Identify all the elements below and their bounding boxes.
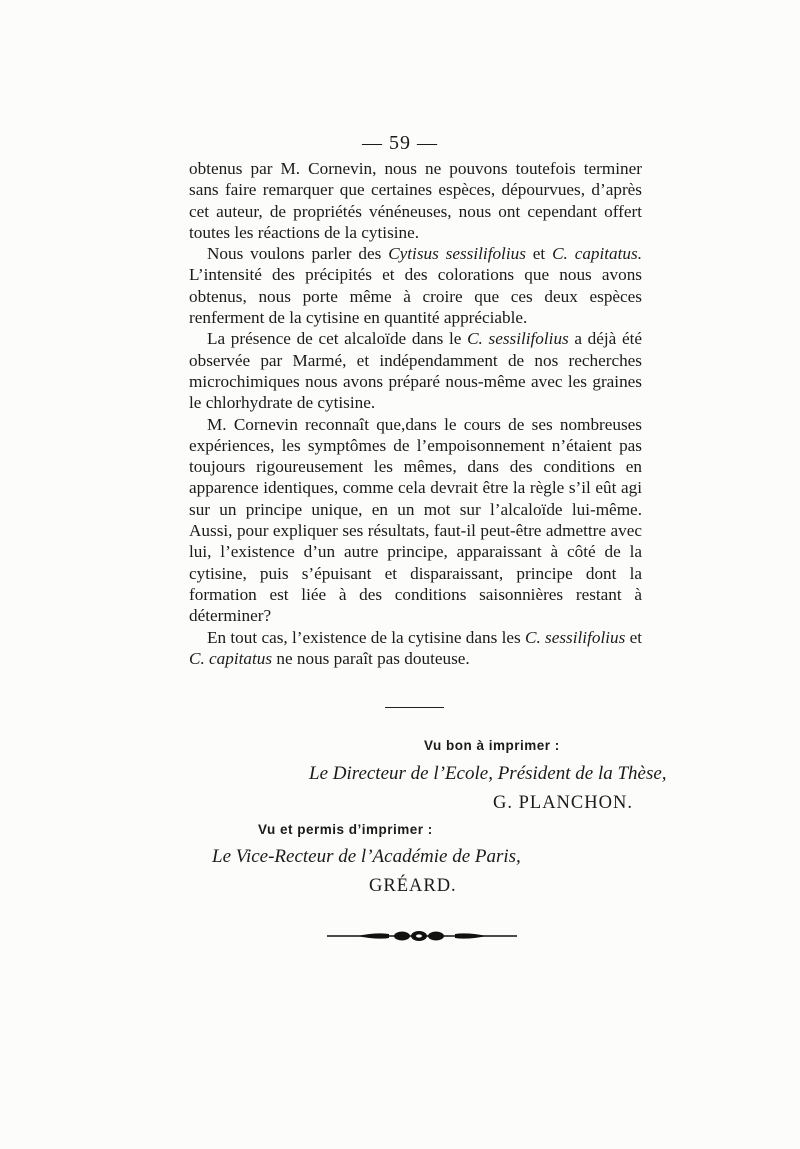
paragraph bbox=[189, 158, 642, 243]
text-segment: obtenus par M. Cornevin, nous ne pouvons toutefois terminer sans faire remarquer que certaines espèces, dépourvues, d’après cet auteur, de propriétés vénéneuses, nous ont cependant offert toutes les réactions de la cytisine. bbox=[189, 159, 642, 242]
paragraph bbox=[189, 414, 642, 627]
italic-species-name: C. sessilifolius bbox=[467, 329, 569, 349]
text-segment: et bbox=[525, 244, 553, 264]
text-segment: En tout cas, l’existence de la cytisine dans les bbox=[207, 627, 525, 647]
page-number: — 59 — bbox=[362, 132, 438, 154]
directeur-title: Le Directeur de l’Ecole, Président de la Thèse, bbox=[309, 763, 667, 784]
italic-species-name: C. capitatus bbox=[189, 648, 273, 668]
directeur-name: G. PLANCHON. bbox=[493, 793, 633, 813]
text-segment: et bbox=[625, 627, 642, 647]
italic-species-name: Cytisus sessilifolius bbox=[388, 244, 526, 264]
italic-species-name: C. sessilifolius bbox=[524, 627, 626, 647]
vice-recteur-name: GRÉARD. bbox=[369, 876, 457, 896]
vu-permis-label: Vu et permis d’imprimer : bbox=[258, 822, 433, 837]
body-text bbox=[189, 158, 642, 669]
text-segment: M. Cornevin reconnaît que,dans le cours de ses nombreuses expériences, les symptômes de l’empoisonnement n’étaient pas toujours rigoureusement les mêmes, dans des conditions en apparence identiques, comme cela devrait être la règle s’il eût agi sur un principe unique, en un mot sur l’alcaloïde lui-même. Aussi, pour expliquer ses résultats, faut-il peut-être admettre avec lui, l’existence d’un autre principe, apparaissant à côté de la cytisine, puis s’épuisant et disparaissant, principe dont la formation est liée à des conditions saisonnières restant à déterminer? bbox=[189, 414, 642, 626]
vice-recteur-title: Le Vice-Recteur de l’Académie de Paris, bbox=[212, 846, 521, 867]
separator-rule bbox=[385, 707, 444, 708]
text-segment: a déjà été observée par Marmé, et indépendamment de nos recherches microchimiques nous avons préparé nous-même avec les graines le chlorhydrate de cytisine. bbox=[189, 329, 643, 413]
italic-species-name: C. capitatus. bbox=[552, 244, 643, 264]
text-segment: Nous voulons parler des bbox=[207, 244, 389, 264]
paragraph bbox=[189, 328, 642, 413]
text-segment: ne nous paraît pas douteuse. bbox=[272, 648, 470, 668]
ornament-divider bbox=[327, 925, 517, 947]
text-segment: L’intensité des précipités et des colorations que nous avons obtenus, nous porte même à croire que ces deux espèces renferment de la cytisine en quantité appréciable. bbox=[189, 265, 642, 328]
paragraph bbox=[189, 627, 642, 670]
paragraph bbox=[189, 243, 642, 328]
text-segment: La présence de cet alcaloïde dans le bbox=[207, 329, 468, 349]
vu-bon-label: Vu bon à imprimer : bbox=[424, 738, 560, 753]
